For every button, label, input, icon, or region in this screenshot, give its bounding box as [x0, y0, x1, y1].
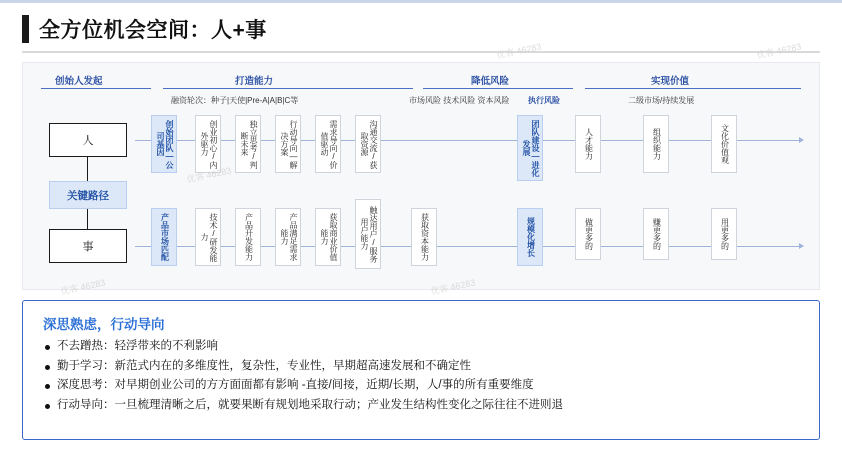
node-matter: 事	[49, 229, 127, 263]
phase-header-2: 降低风险	[471, 76, 510, 87]
sub-label-exec-risk: 执行风险	[528, 96, 560, 105]
card-bottom-4-text: 获取商业价值能力	[320, 213, 338, 261]
card-bottom-3-text: 产品满足需求能力	[280, 213, 298, 261]
note-item-1	[45, 359, 803, 375]
card-bottom-10	[711, 208, 737, 260]
card-bottom-8	[575, 208, 601, 260]
card-bottom-10-text: 用更多的	[720, 218, 730, 250]
card-bottom-2-text: 产品开发能力	[244, 213, 254, 261]
flow-arrow-bottom	[799, 243, 804, 249]
card-bottom-6	[411, 208, 437, 266]
card-bottom-3	[275, 208, 301, 266]
card-bottom-0-text: 产品市场匹配	[160, 213, 170, 261]
card-bottom-1	[195, 208, 221, 266]
card-bottom-5	[355, 199, 381, 269]
node-key-path: 关键路径	[49, 181, 127, 209]
card-bottom-9-text: 赚更多的	[652, 218, 662, 250]
flow-arrow-top	[799, 137, 804, 143]
note-text-0: 不去蹭热：轻浮带来的不利影响	[57, 340, 218, 352]
card-bottom-4	[315, 208, 341, 266]
phase-rule-2	[423, 88, 573, 89]
watermark-4: 优客 46283	[429, 277, 477, 297]
sub-label-secondary-market: 二级市场/持续发展	[628, 96, 695, 105]
title-underline	[22, 51, 820, 53]
title-text: 全方位机会空间：人+事	[39, 19, 267, 42]
watermark-3: 优客 46283	[59, 277, 107, 297]
connector-person-key	[87, 157, 88, 181]
card-top-6	[517, 115, 543, 181]
card-top-0	[151, 115, 177, 173]
node-person: 人	[49, 123, 127, 157]
note-text-1: 勤于学习：新范式内在的多维度性，复杂性，专业性，早期超高速发展和不确定性	[57, 359, 471, 372]
sub-label-financing: 融资轮次：种子|天使|Pre-A|A|B|C等	[171, 96, 299, 105]
card-bottom-9	[643, 208, 669, 260]
card-top-2-text: 独立思考/判断未来	[240, 119, 258, 169]
phase-header-0: 创始人发起	[55, 76, 103, 87]
note-text-2: 深度思考：对早期创业公司的方方面面都有影响 -直接/间接，近期/长期，人/事的所有重要维度	[57, 379, 534, 392]
connector-key-matter	[87, 209, 88, 229]
card-top-6-text: 团队建设—进化发展	[522, 119, 540, 177]
note-text-3: 行动导向：一旦梳理清晰之后，就要果断有规划地采取行动；产业发生结构性变化之际往往不进则退	[57, 398, 563, 411]
page-title	[22, 14, 267, 44]
card-top-4	[315, 115, 341, 173]
card-top-1-text: 创业初心/内外驱力	[200, 119, 218, 169]
card-bottom-7	[517, 208, 543, 266]
bullet-icon	[45, 384, 50, 389]
phase-rule-0	[41, 88, 151, 89]
card-bottom-8-text: 做更多的	[584, 218, 594, 250]
card-bottom-7-text: 规模化增长	[526, 217, 536, 257]
card-top-1	[195, 115, 221, 173]
phase-header-3: 实现价值	[651, 76, 690, 87]
card-top-0-text: 创始团队—公司基因	[156, 119, 174, 169]
top-rule	[0, 0, 842, 3]
diagram-panel	[22, 62, 820, 290]
bullet-icon	[45, 365, 50, 370]
note-item-0	[45, 339, 803, 355]
card-top-8	[643, 115, 669, 173]
title-accent-bar	[22, 15, 29, 43]
bullet-icon	[45, 345, 50, 350]
card-top-9-text: 文化价值观	[720, 124, 730, 164]
bullet-icon	[45, 404, 50, 409]
card-top-3-text: 行动导向—解决方案	[280, 119, 298, 169]
phase-rule-1	[163, 88, 413, 89]
card-bottom-0	[151, 208, 177, 266]
card-top-7-text: 人才能力	[584, 128, 594, 160]
note-item-2	[45, 378, 803, 394]
card-top-7	[575, 115, 601, 173]
card-top-8-text: 组织能力	[652, 128, 662, 160]
notes-box	[22, 300, 820, 440]
sub-label-risks: 市场风险 技术风险 资本风险	[409, 96, 510, 105]
phase-header-1: 打造能力	[235, 76, 274, 87]
card-top-5	[355, 115, 381, 173]
card-bottom-1-text: 技术/研发能力	[200, 212, 218, 262]
notes-title: 深思熟虑，行动导向	[43, 317, 165, 332]
watermark-0: 优客 46283	[495, 41, 543, 61]
card-top-3	[275, 115, 301, 173]
card-bottom-2	[235, 208, 261, 266]
card-top-5-text: 沟通交流/获取资源	[360, 119, 378, 169]
card-top-9	[711, 115, 737, 173]
watermark-1: 优客 46283	[755, 41, 803, 61]
card-bottom-6-text: 获取资本能力	[420, 213, 430, 261]
watermark-2: 优客 46283	[185, 165, 233, 185]
phase-rule-3	[585, 88, 801, 89]
note-item-3	[45, 398, 803, 414]
card-top-4-text: 需求导向/价值驱动	[320, 119, 338, 169]
card-top-2	[235, 115, 261, 173]
card-bottom-5-text: 触达用户/服务用户能力	[360, 205, 378, 263]
